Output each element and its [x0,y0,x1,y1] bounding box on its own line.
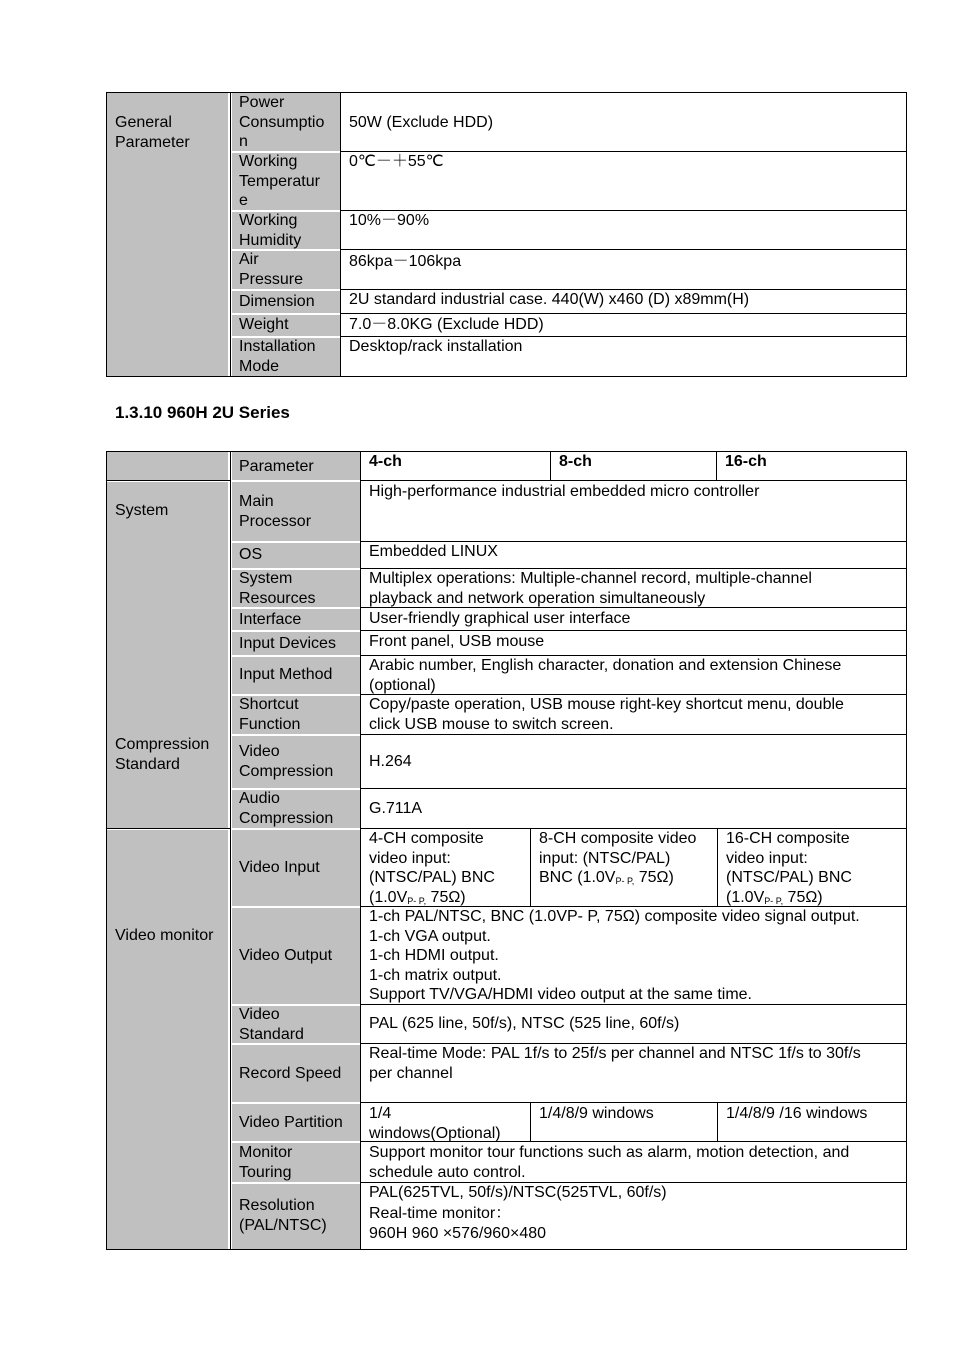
value-record-speed: Real-time Mode: PAL 1f/s to 25f/s per channel and NTSC 1f/s to 30f/s per channel [369,1045,861,1082]
param-video-output: Video Output [239,947,333,964]
param-working-humidity: Working Humidity [239,212,302,249]
param-record-speed: Record Speed [239,1065,342,1082]
value-interface: User-friendly graphical user interface [369,610,631,627]
value-working-temperature: 0℃－＋55℃ [349,153,444,170]
header-4ch: 4-ch [369,453,402,470]
param-monitor-touring: Monitor Touring [239,1144,293,1181]
param-audio-compression: Audio Compression [239,790,334,827]
value-video-partition-4ch: 1/4 windows(Optional) [369,1105,501,1142]
group-compression-standard: Compression Standard [115,736,210,773]
param-dimension: Dimension [239,293,315,310]
value-video-input-8ch: 8-CH composite video input: (NTSC/PAL) BNC ($1.0V_{P- P,}$ 75Ω) [539,830,697,886]
value-system-resources: Multiplex operations: Multiple-channel record, multiple-channel playback and network operation simultaneously [369,570,812,607]
param-main-processor: Main Processor [239,493,312,530]
value-video-output: 1-ch PAL/NTSC, BNC (1.0VP- P, 75Ω) composite video signal output. 1-ch VGA output. 1-ch HDMI output. 1-ch matrix output. Support TV/VGA/HDMI video output at the same time. [369,908,860,1003]
group-system: System [115,502,169,519]
section-heading: 1.3.10 960H 2U Series [115,403,290,422]
value-power-consumption: 50W (Exclude HDD) [349,114,494,131]
value-input-method: Arabic number, English character, donation and extension Chinese (optional) [369,657,842,694]
param-video-compression: Video Compression [239,743,334,780]
param-weight: Weight [239,316,289,333]
value-weight: 7.0－8.0KG (Exclude HDD) [349,316,544,333]
param-installation-mode: Installation Mode [239,338,316,375]
general-parameter-label: General Parameter [115,114,190,151]
param-air-pressure: Air Pressure [239,251,304,288]
param-video-input: Video Input [239,859,320,876]
value-working-humidity: 10%－90% [349,212,430,229]
param-input-devices: Input Devices [239,635,336,652]
param-video-standard: Video Standard [239,1006,304,1043]
value-monitor-touring: Support monitor tour functions such as alarm, motion detection, and schedule auto control. [369,1144,850,1181]
param-resolution: Resolution (PAL/NTSC) [239,1197,327,1234]
group-video-monitor: Video monitor [115,927,214,944]
value-audio-compression: G.711A [369,800,423,817]
value-resolution: PAL(625TVL, 50f/s)/NTSC(525TVL, 60f/s) Real-time monitor： 960H 960 ×576/960×480 [369,1184,667,1242]
param-system-resources: System Resources [239,570,316,607]
param-os: OS [239,546,263,563]
value-main-processor: High-performance industrial embedded micro controller [369,483,760,500]
param-shortcut-function: Shortcut Function [239,696,301,733]
param-interface: Interface [239,611,302,628]
value-video-partition-8ch: 1/4/8/9 windows [539,1105,654,1122]
header-parameter: Parameter [239,458,314,475]
value-video-input-16ch: 16-CH composite video input: (NTSC/PAL) BNC ($1.0V_{P- P,}$ 75Ω) [726,830,852,906]
value-video-standard: PAL (625 line, 50f/s), NTSC (525 line, 60f/s) [369,1015,680,1032]
value-os: Embedded LINUX [369,543,498,560]
value-video-input-4ch: 4-CH composite video input: (NTSC/PAL) BNC ($1.0V_{P- P,}$ 75Ω) [369,830,495,906]
value-dimension: 2U standard industrial case. 440(W) x460 (D) x89mm(H) [349,291,750,308]
param-video-partition: Video Partition [239,1114,343,1131]
value-shortcut-function: Copy/paste operation, USB mouse right-key shortcut menu, double click USB mouse to switch screen. [369,696,844,733]
header-8ch: 8-ch [559,453,592,470]
value-installation-mode: Desktop/rack installation [349,338,523,355]
param-input-method: Input Method [239,666,333,683]
value-video-compression: H.264 [369,753,412,770]
param-working-temperature: Working Temperatur e [239,153,320,209]
group-column-bg [107,452,228,1249]
value-video-partition-16ch: 1/4/8/9 /16 windows [726,1105,868,1122]
header-16ch: 16-ch [725,453,767,470]
param-power-consumption: Power Consumptio n [239,94,325,150]
value-input-devices: Front panel, USB mouse [369,633,545,650]
value-air-pressure: 86kpa－106kpa [349,253,462,270]
